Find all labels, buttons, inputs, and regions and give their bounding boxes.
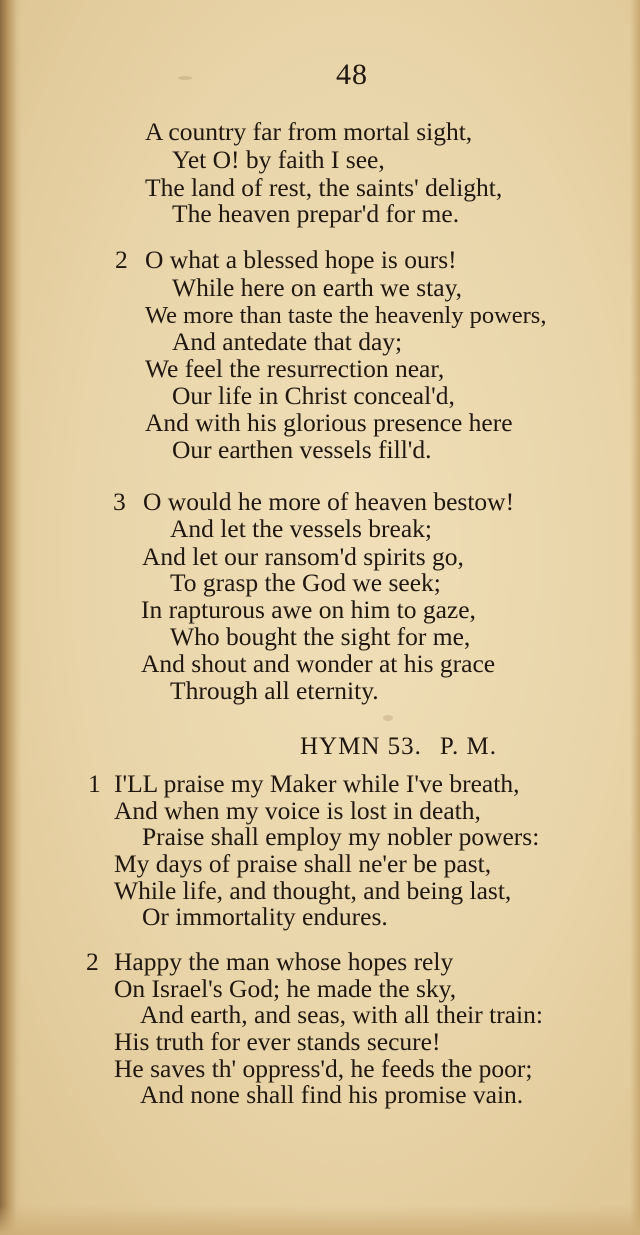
ink-speck xyxy=(383,715,393,721)
hymn-heading xyxy=(300,733,515,761)
verse-line: Through all eternity. xyxy=(170,676,379,705)
verse-line: On Israel's God; he made the sky, xyxy=(114,974,457,1003)
hymn-title: HYMN 53. xyxy=(300,733,422,760)
verse-line: In rapturous awe on him to gaze, xyxy=(141,595,476,624)
verse-line: My days of praise shall ne'er be past, xyxy=(114,849,492,878)
verse-line: Our earthen vessels fill'd. xyxy=(172,435,432,464)
verse-line: We more than taste the heavenly powers, xyxy=(145,302,547,329)
page-right-edge xyxy=(630,0,640,1235)
verse-line: O would he more of heaven bestow! xyxy=(143,487,515,516)
hymn-meter: P. M. xyxy=(439,733,498,760)
verse-line: Who bought the sight for me, xyxy=(170,622,471,651)
stanza-number: 2 xyxy=(115,245,128,274)
verse-line: The land of rest, the saints' delight, xyxy=(145,173,503,202)
verse-line: And earth, and seas, with all their train: xyxy=(140,1000,543,1029)
verse-line: His truth for ever stands secure! xyxy=(114,1027,441,1056)
page-bottom-edge xyxy=(0,1205,640,1235)
verse-line: Our life in Christ conceal'd, xyxy=(172,381,455,410)
verse-line: The heaven prepar'd for me. xyxy=(172,199,460,228)
verse-line: And let the vessels break; xyxy=(170,514,433,543)
verse-line: To grasp the God we seek; xyxy=(170,568,441,597)
page-number: 48 xyxy=(336,58,368,91)
verse-line: And antedate that day; xyxy=(172,327,403,356)
verse-line: He saves th' oppress'd, he feeds the poor; xyxy=(114,1054,533,1083)
page-binding-shadow xyxy=(0,0,22,1235)
verse-line: And let our ransom'd spirits go, xyxy=(142,542,464,571)
ink-speck xyxy=(178,76,192,80)
verse-line: And none shall find his promise vain. xyxy=(140,1080,524,1109)
verse-line: O what a blessed hope is ours! xyxy=(145,245,457,274)
stanza-number: 3 xyxy=(113,487,126,516)
verse-line: I'LL praise my Maker while I've breath, xyxy=(114,769,520,798)
verse-line: Praise shall employ my nobler powers: xyxy=(142,822,540,851)
verse-line: Happy the man whose hopes rely xyxy=(114,947,454,976)
verse-line: A country far from mortal sight, xyxy=(145,117,473,146)
verse-line: And when my voice is lost in death, xyxy=(114,796,481,825)
stanza-number: 1 xyxy=(88,769,101,798)
verse-line: And shout and wonder at his grace xyxy=(141,649,496,678)
verse-line: And with his glorious presence here xyxy=(145,408,513,437)
verse-line: Yet O! by faith I see, xyxy=(172,145,385,174)
verse-line: While life, and thought, and being last, xyxy=(114,876,512,905)
verse-line: While here on earth we stay, xyxy=(172,273,463,302)
verse-line: Or immortality endures. xyxy=(142,902,388,931)
stanza-number: 2 xyxy=(86,947,99,976)
verse-line: We feel the resurrection near, xyxy=(145,354,445,383)
